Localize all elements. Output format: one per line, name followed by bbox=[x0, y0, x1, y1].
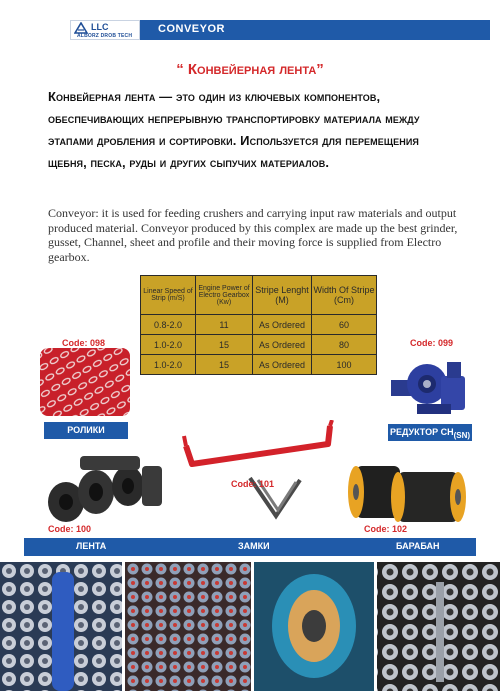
company-logo bbox=[70, 20, 140, 40]
table-cell: 15 bbox=[196, 355, 253, 375]
reducer-image bbox=[387, 350, 475, 420]
reducer-label-text: РЕДУКТОР СН bbox=[389, 427, 454, 437]
factory-photo-strip bbox=[0, 562, 500, 691]
table-cell: 60 bbox=[312, 315, 377, 335]
russian-description: Конвейерная лента — это один из ключевых компонентов, обеспечивающих непрерывную транспортировку материала между этапами дробления и сортировки. Используется для перемещения щебня, песка, руды и других сыпучих материалов. bbox=[48, 89, 420, 170]
page-title: “ Конвейерная лента” bbox=[176, 61, 324, 78]
table-cell: 100 bbox=[312, 355, 377, 375]
table-cell: 1.0-2.0 bbox=[141, 355, 196, 375]
table-cell: 1.0-2.0 bbox=[141, 335, 196, 355]
logo-subtitle: ALBORZ DROB TECH bbox=[77, 33, 133, 39]
table-row bbox=[141, 315, 377, 335]
reducer-label-sub: (SN) bbox=[453, 431, 471, 440]
locks-label: ЗАМКИ bbox=[238, 541, 270, 551]
table-cell: As Ordered bbox=[253, 315, 312, 335]
logo-llc: LLC bbox=[91, 22, 109, 32]
belt-code: Code: 100 bbox=[48, 524, 92, 534]
drum-image bbox=[346, 458, 470, 528]
drum-label: БАРАБАН bbox=[396, 541, 440, 551]
header-title: CONVEYOR bbox=[158, 23, 225, 35]
table-cell: As Ordered bbox=[253, 335, 312, 355]
reducer-code: Code: 099 bbox=[410, 338, 454, 348]
belt-label: ЛЕНТА bbox=[76, 541, 107, 551]
belt-image bbox=[44, 452, 164, 524]
table-cell: 0.8-2.0 bbox=[141, 315, 196, 335]
locks-code: Code: 101 bbox=[231, 479, 275, 489]
spec-table bbox=[140, 275, 377, 375]
rollers-code: Code: 098 bbox=[62, 338, 106, 348]
table-cell: 15 bbox=[196, 335, 253, 355]
table-header-row bbox=[141, 276, 377, 315]
table-row bbox=[141, 355, 377, 375]
table-header-cell: Stripe Lenght (M) bbox=[253, 276, 312, 315]
rollers-label: РОЛИКИ bbox=[44, 422, 128, 439]
drum-code: Code: 102 bbox=[364, 524, 408, 534]
reducer-label bbox=[388, 424, 472, 441]
rollers-image bbox=[40, 348, 130, 416]
table-header-cell: Linear Speed of Strip (m/S) bbox=[141, 276, 196, 315]
table-cell: As Ordered bbox=[253, 355, 312, 375]
table-cell: 80 bbox=[312, 335, 377, 355]
table-cell: 11 bbox=[196, 315, 253, 335]
table-row bbox=[141, 335, 377, 355]
table-header-cell: Width Of Stripe (Cm) bbox=[312, 276, 377, 315]
english-description: Conveyor: it is used for feeding crushers and carrying input raw materials and output produced material. Conveyor produced by this complex are made up the best grinder, gusset, Channel, sheet and profile and their moving force is supplied from Electro gearbox. bbox=[48, 206, 458, 264]
table-header-cell: Engine Power of Electro Gearbox (Kw) bbox=[196, 276, 253, 315]
locks-image bbox=[180, 420, 340, 520]
